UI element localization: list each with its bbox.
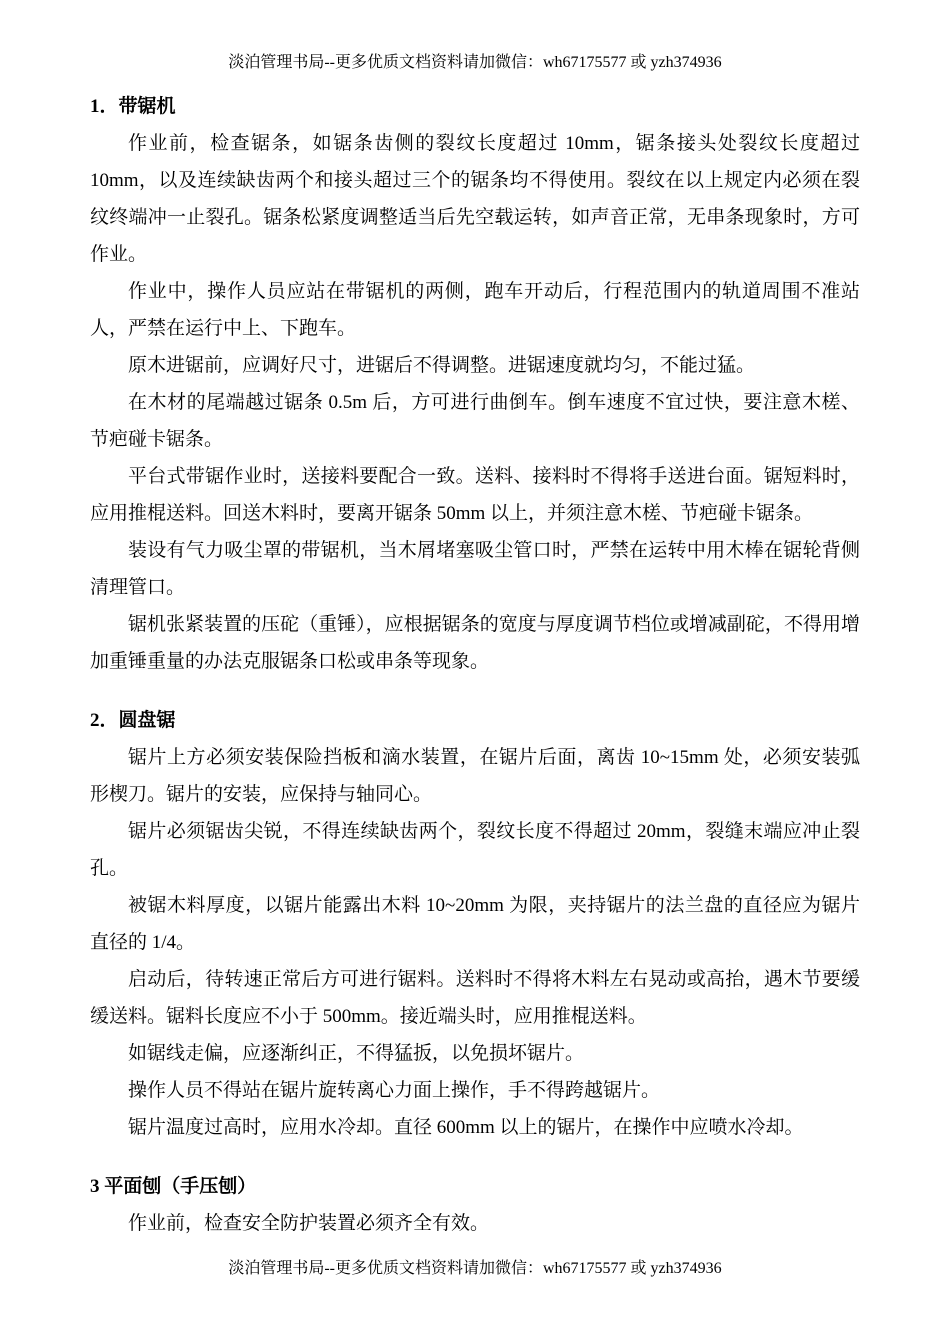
section-heading: 1．带锯机 <box>90 96 176 117</box>
paragraph: 作业前，检查锯条，如锯条齿侧的裂纹长度超过 10mm，锯条接头处裂纹长度超过 10mm，以及连续缺齿两个和接头超过三个的锯条均不得使用。裂纹在以上规定内必须在裂纹终端冲一止裂孔。锯条松紧度调整适当后先空载运转，如声音正常，无串条现象时，方可作业。 <box>90 133 860 265</box>
paragraph: 锯机张紧装置的压砣（重锤），应根据锯条的宽度与厚度调节档位或增减副砣，不得用增加重锤重量的办法克服锯条口松或串条等现象。 <box>90 614 860 672</box>
section <box>90 1168 860 1242</box>
paragraph: 作业前，检查安全防护装置必须齐全有效。 <box>128 1213 490 1234</box>
paragraph: 锯片上方必须安装保险挡板和滴水装置，在锯片后面，离齿 10~15mm 处，必须安装弧形楔刀。锯片的安装，应保持与轴同心。 <box>90 747 860 805</box>
section-heading: 2．圆盘锯 <box>90 710 176 731</box>
paragraph: 作业中，操作人员应站在带锯机的两侧，跑车开动后，行程范围内的轨道周围不准站人，严禁在运行中上、下跑车。 <box>90 281 860 339</box>
section-heading: 3 平面刨（手压刨） <box>90 1176 257 1197</box>
document-body <box>90 88 860 1242</box>
paragraph: 平台式带锯作业时，送接料要配合一致。送料、接料时不得将手送进台面。锯短料时，应用推棍送料。回送木料时，要离开锯条 50mm 以上，并须注意木槎、节疤碰卡锯条。 <box>90 466 860 524</box>
paragraph: 如锯线走偏，应逐渐纠正，不得猛扳，以免损坏锯片。 <box>128 1043 585 1064</box>
paragraph: 锯片必须锯齿尖锐，不得连续缺齿两个，裂纹长度不得超过 20mm，裂缝末端应冲止裂孔。 <box>90 821 860 879</box>
section <box>90 88 860 680</box>
paragraph: 装设有气力吸尘罩的带锯机，当木屑堵塞吸尘管口时，严禁在运转中用木棒在锯轮背侧清理管口。 <box>90 540 860 598</box>
paragraph: 在木材的尾端越过锯条 0.5m 后，方可进行曲倒车。倒车速度不宜过快，要注意木槎、节疤碰卡锯条。 <box>90 392 860 450</box>
paragraph: 启动后，待转速正常后方可进行锯料。送料时不得将木料左右晃动或高抬，遇木节要缓缓送料。锯料长度应不小于 500mm。接近端头时，应用推棍送料。 <box>90 969 860 1027</box>
paragraph: 锯片温度过高时，应用水冷却。直径 600mm 以上的锯片，在操作中应喷水冷却。 <box>128 1117 804 1138</box>
section <box>90 702 860 1146</box>
paragraph: 被锯木料厚度，以锯片能露出木料 10~20mm 为限，夹持锯片的法兰盘的直径应为锯片直径的 1/4。 <box>90 895 860 953</box>
paragraph: 操作人员不得站在锯片旋转离心力面上操作，手不得跨越锯片。 <box>128 1080 661 1101</box>
page-footer: 淡泊管理书局--更多优质文档资料请加微信：wh67175577 或 yzh374936 <box>228 1260 722 1277</box>
page-header: 淡泊管理书局--更多优质文档资料请加微信：wh67175577 或 yzh374936 <box>228 54 722 71</box>
paragraph: 原木进锯前，应调好尺寸，进锯后不得调整。进锯速度就均匀，不能过猛。 <box>128 355 756 376</box>
